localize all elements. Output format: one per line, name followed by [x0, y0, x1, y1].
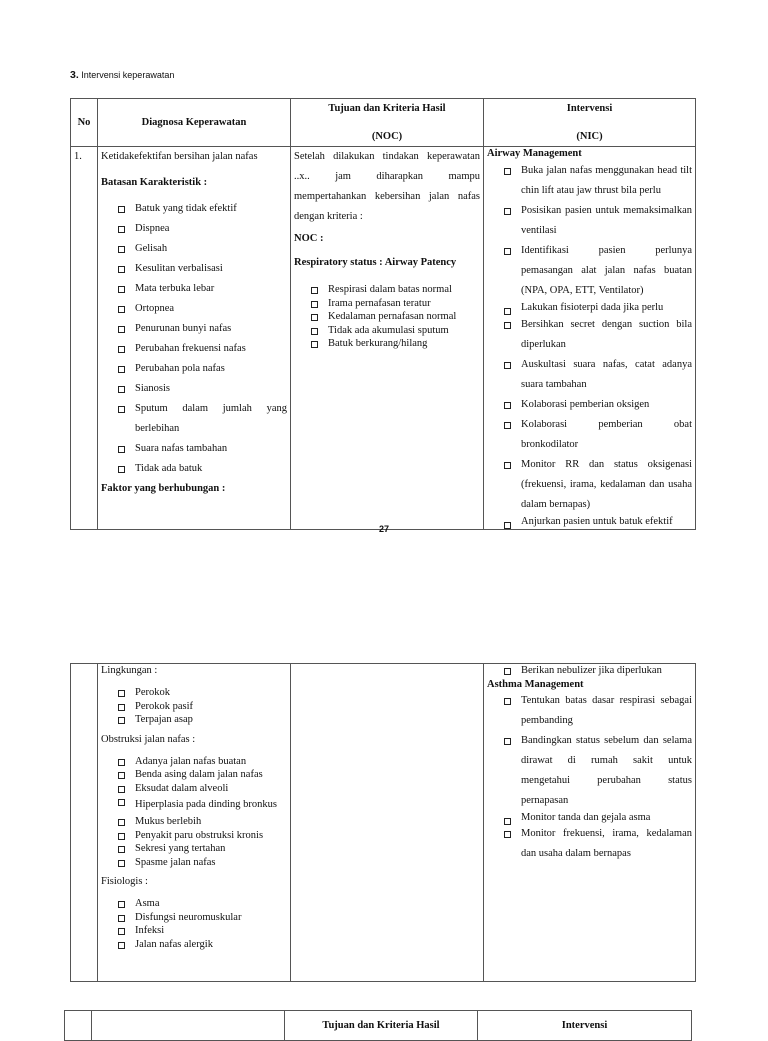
- list-item: Perubahan pola nafas: [118, 359, 287, 379]
- list-item: Gelisah: [118, 239, 287, 259]
- noc-cell: [291, 147, 484, 530]
- intervention-table-page2: [70, 663, 696, 982]
- list-item: Hiperplasia pada dinding bronkus: [118, 795, 287, 815]
- list-item: Irama pernafasan teratur: [311, 297, 480, 311]
- list-item: Mata terbuka lebar: [118, 279, 287, 299]
- list-item: Buka jalan nafas menggunakan head tilt chin lift atau jaw thrust bila perlu: [504, 161, 692, 201]
- list-item: Kedalaman pernafasan normal: [311, 310, 480, 324]
- list-item: Spasme jalan nafas: [118, 856, 287, 870]
- diagnosa-cell: [98, 147, 291, 530]
- list-item: Suara nafas tambahan: [118, 439, 287, 459]
- list-item: Penyakit paru obstruksi kronis: [118, 829, 287, 843]
- nic-list-continued: [487, 664, 692, 678]
- header-intervensi: Intervensi: [478, 1011, 692, 1041]
- list-item: Eksudat dalam alveoli: [118, 782, 287, 796]
- list-item: Bandingkan status sebelum dan selama dirawat di rumah sakit untuk mengetahui perubahan status pernapasan: [504, 731, 692, 811]
- list-item: Mukus berlebih: [118, 815, 287, 829]
- list-item: Anjurkan pasien untuk batuk efektif: [504, 515, 692, 529]
- list-item: Sputum dalam jumlah yang berlebihan: [118, 399, 287, 439]
- asthma-list: [487, 691, 692, 864]
- list-item: Kolaborasi pemberian obat bronkodilator: [504, 415, 692, 455]
- list-item: Batuk berkurang/hilang: [311, 337, 480, 351]
- table-header-row: [71, 99, 696, 147]
- list-item: Perokok pasif: [118, 700, 287, 714]
- nic-cell: [484, 664, 696, 982]
- list-item: Auskultasi suara nafas, catat adanya suara tambahan: [504, 355, 692, 395]
- list-item: Penurunan bunyi nafas: [118, 319, 287, 339]
- section-number: 3.: [70, 69, 79, 81]
- page-number: 27: [378, 524, 389, 534]
- list-item: Jalan nafas alergik: [118, 938, 287, 952]
- list-item: Benda asing dalam jalan nafas: [118, 768, 287, 782]
- header-diagnosa: Diagnosa Keperawatan: [98, 99, 291, 147]
- intervention-table-page1: [70, 98, 696, 530]
- table-row: [71, 147, 696, 530]
- lingkungan-list: [101, 686, 287, 727]
- list-item: Posisikan pasien untuk memaksimalkan ventilasi: [504, 201, 692, 241]
- list-item: Perubahan frekuensi nafas: [118, 339, 287, 359]
- list-item: Adanya jalan nafas buatan: [118, 755, 287, 769]
- list-item: Identifikasi pasien perlunya pemasangan alat jalan nafas buatan (NPA, OPA, ETT, Ventilator): [504, 241, 692, 301]
- row-number: 1.: [71, 147, 98, 530]
- list-item: Tidak ada akumulasi sputum: [311, 324, 480, 338]
- list-item: Bersihkan secret dengan suction bila diperlukan: [504, 315, 692, 355]
- noc-label: NOC :: [294, 233, 324, 244]
- list-item: Tentukan batas dasar respirasi sebagai pembanding: [504, 691, 692, 731]
- obstruksi-list: [101, 755, 287, 870]
- faktor-title: Faktor yang berhubungan :: [101, 483, 226, 494]
- noc-criteria-list: [294, 283, 480, 351]
- nic-list: [487, 161, 692, 529]
- noc-cell-empty: [291, 664, 484, 982]
- header-no: No: [71, 99, 98, 147]
- list-item: Sianosis: [118, 379, 287, 399]
- list-item: Perokok: [118, 686, 287, 700]
- list-item: Asma: [118, 897, 287, 911]
- batasan-list: [101, 199, 287, 479]
- list-item: Terpajan asap: [118, 713, 287, 727]
- header-diagnosa-empty: [92, 1011, 285, 1041]
- asthma-title: Asthma Management: [487, 678, 584, 690]
- header-tujuan: [291, 99, 484, 147]
- diagnosis-text: Ketidakefektifan bersihan jalan nafas: [101, 151, 258, 162]
- fisiologis-title: Fisiologis :: [101, 876, 148, 887]
- nic-title: Airway Management: [487, 148, 582, 159]
- noc-intro: Setelah dilakukan tindakan keperawatan ..x.. jam diharapkan mampu mempertahankan kebersihan jalan nafas dengan kriteria :: [294, 151, 480, 222]
- nic-cell: [484, 147, 696, 530]
- header-tujuan-label: Tujuan dan Kriteria Hasil: [328, 102, 446, 114]
- list-item: Monitor tanda dan gejala asma: [504, 811, 692, 824]
- list-item: Ortopnea: [118, 299, 287, 319]
- diagnosa-cell: [98, 664, 291, 982]
- batasan-title: Batasan Karakteristik :: [101, 177, 208, 188]
- section-heading: [70, 69, 174, 81]
- list-item: Disfungsi neuromuskular: [118, 911, 287, 925]
- list-item: Kesulitan verbalisasi: [118, 259, 287, 279]
- list-item: Lakukan fisioterpi dada jika perlu: [504, 301, 692, 315]
- table-row: [71, 664, 696, 982]
- list-item: Infeksi: [118, 924, 287, 938]
- list-item: Monitor frekuensi, irama, kedalaman dan usaha dalam bernapas: [504, 824, 692, 864]
- header-nic-label: (NIC): [576, 130, 603, 142]
- header-intervensi-label: Intervensi: [566, 102, 613, 114]
- header-no-empty: [65, 1011, 92, 1041]
- header-intervensi: [484, 99, 696, 147]
- header-tujuan: Tujuan dan Kriteria Hasil: [285, 1011, 478, 1041]
- fisiologis-list: [101, 897, 287, 951]
- obstruksi-title: Obstruksi jalan nafas :: [101, 733, 196, 745]
- list-item: Dispnea: [118, 219, 287, 239]
- noc-status: Respiratory status : Airway Patency: [294, 257, 457, 268]
- row-number-empty: [71, 664, 98, 982]
- list-item: Kolaborasi pemberian oksigen: [504, 395, 692, 415]
- list-item: Tidak ada batuk: [118, 459, 287, 479]
- list-item: Batuk yang tidak efektif: [118, 199, 287, 219]
- list-item: Respirasi dalam batas normal: [311, 283, 480, 297]
- intervention-table-page3: [64, 1010, 692, 1041]
- header-noc-label: (NOC): [371, 130, 403, 142]
- section-title: Intervensi keperawatan: [81, 70, 175, 80]
- table-header-row: [65, 1011, 692, 1041]
- list-item: Monitor RR dan status oksigenasi (frekuensi, irama, kedalaman dan usaha dalam bernapas): [504, 455, 692, 515]
- list-item: Berikan nebulizer jika diperlukan: [504, 664, 692, 678]
- lingkungan-title: Lingkungan :: [101, 665, 158, 676]
- list-item: Sekresi yang tertahan: [118, 842, 287, 856]
